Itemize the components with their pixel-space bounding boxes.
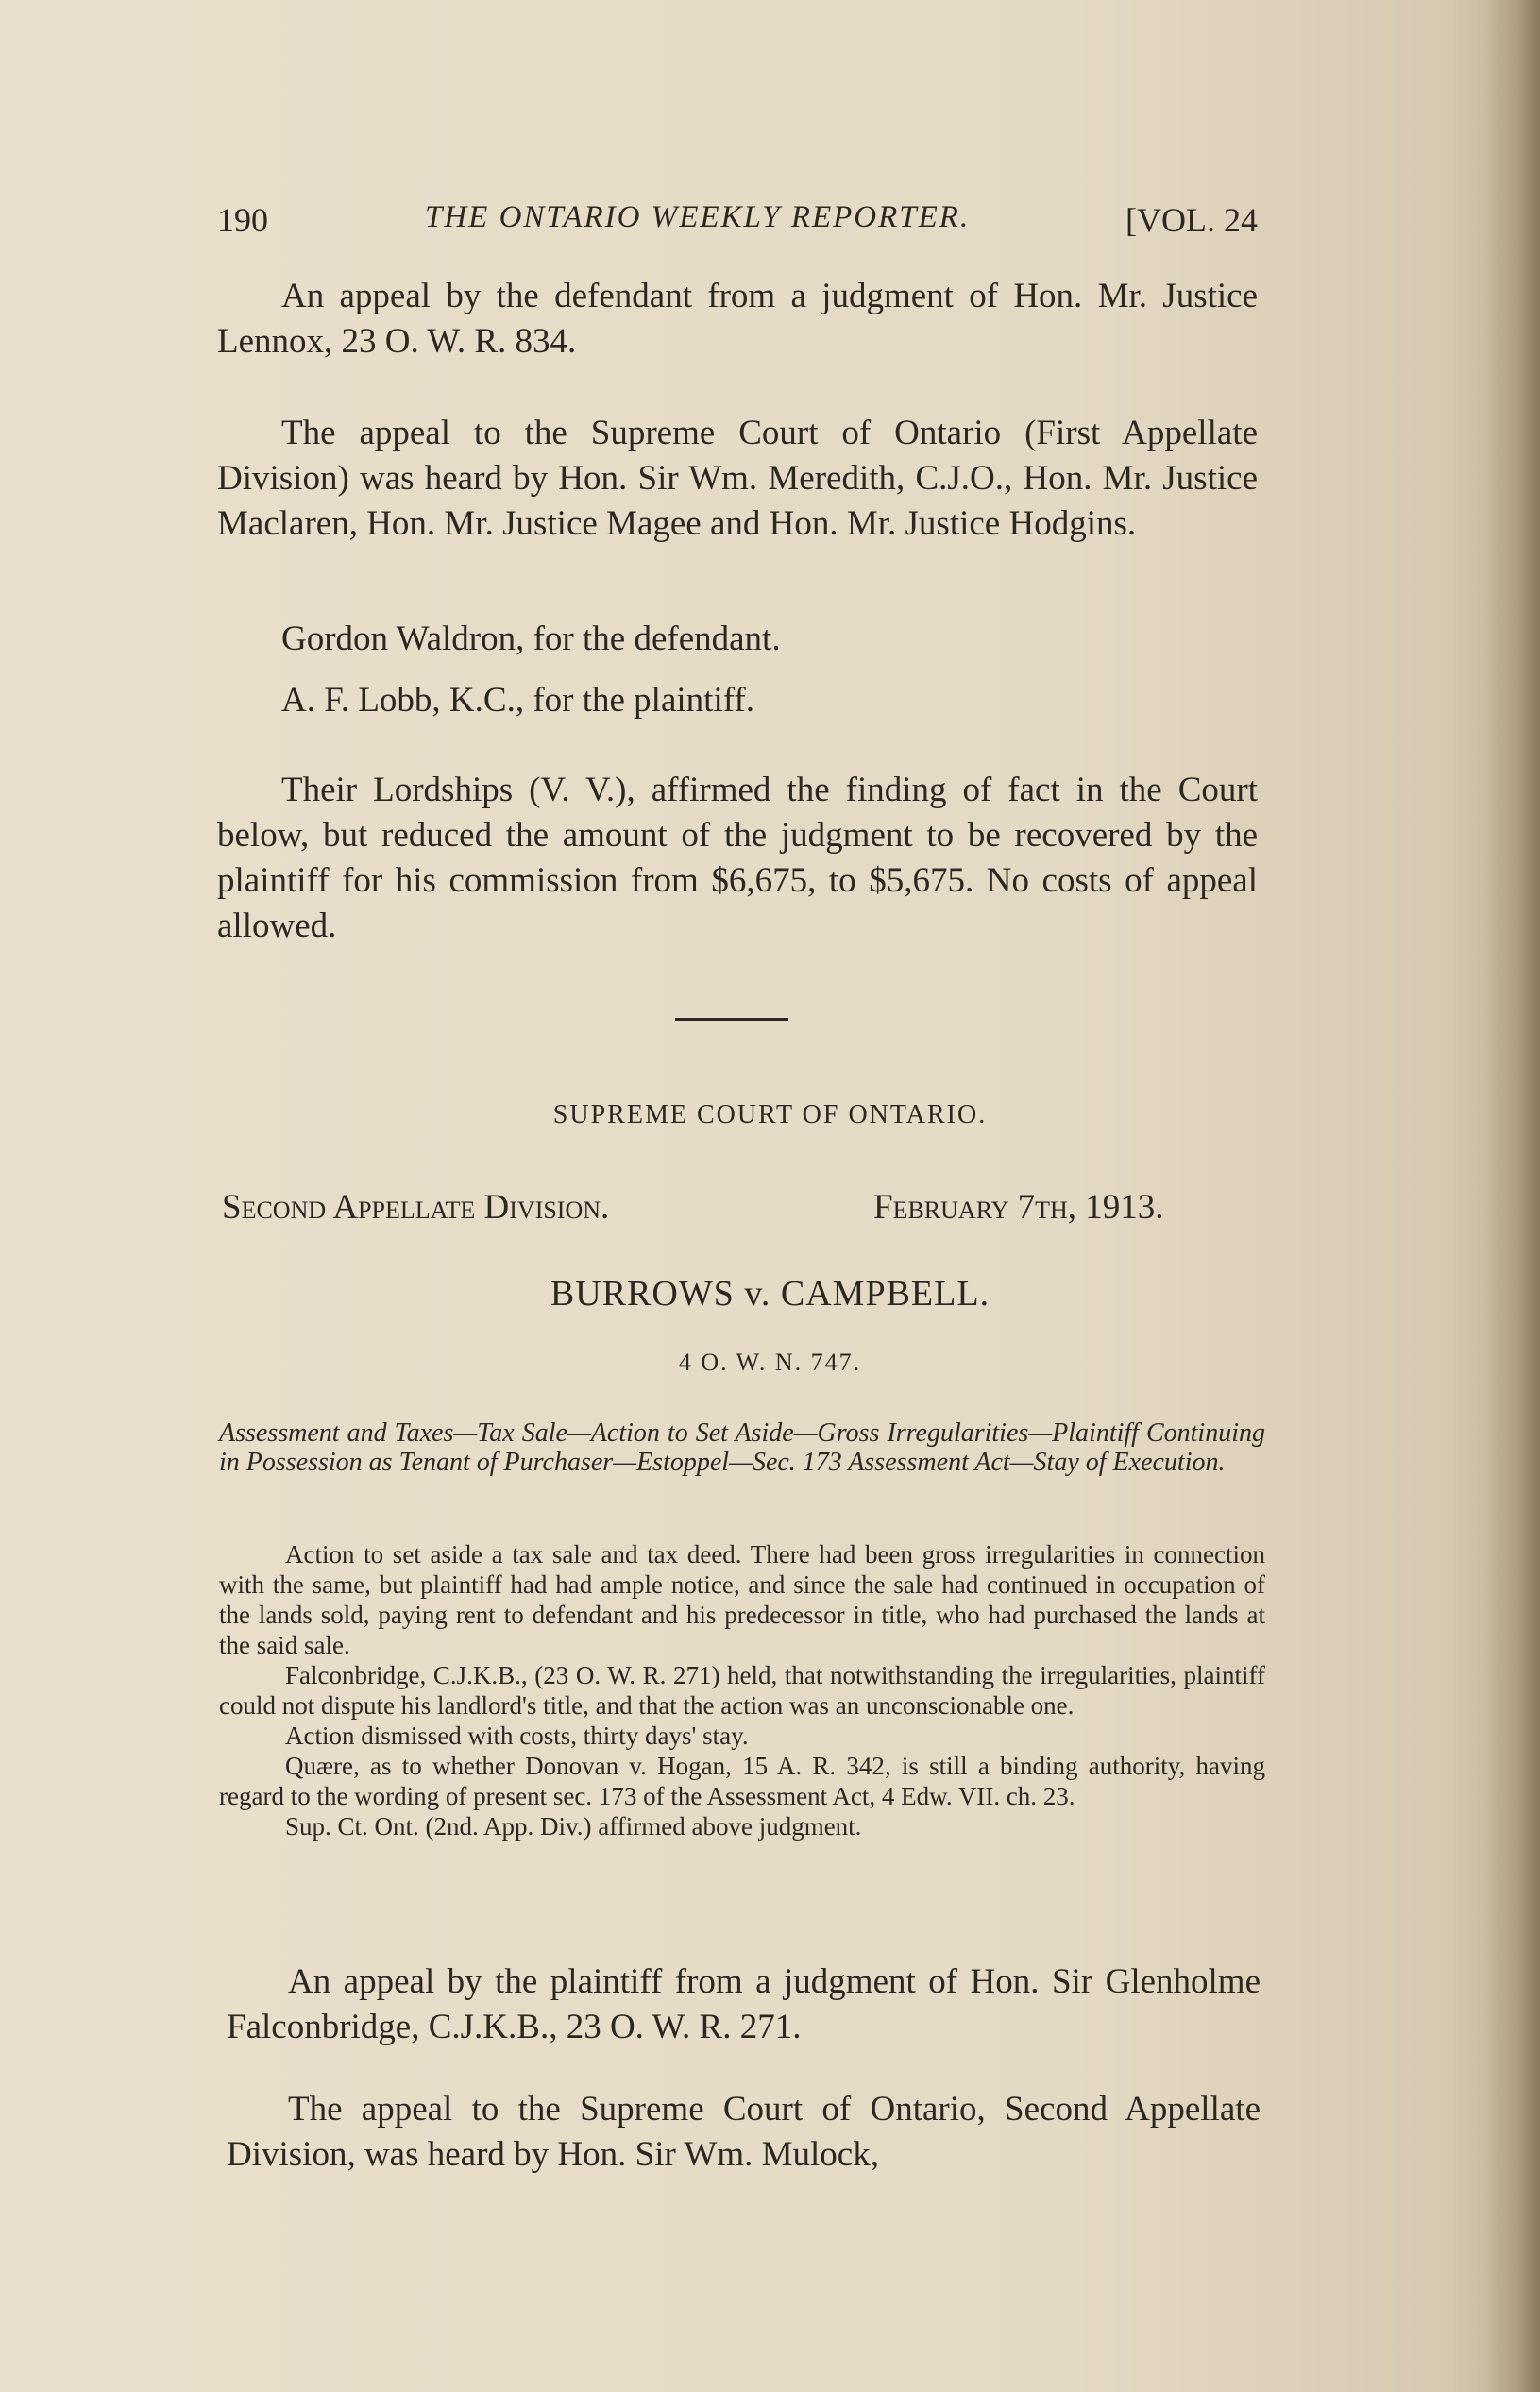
headnote-appeal-result: Sup. Ct. Ont. (2nd. App. Div.) affirmed above judgment. xyxy=(285,1812,862,1841)
division-label: Second Appellate Division. xyxy=(222,1188,610,1227)
running-header xyxy=(217,200,1258,253)
section-divider xyxy=(675,1018,788,1021)
court-name: SUPREME COURT OF ONTARIO. xyxy=(552,1100,988,1129)
journal-title: THE ONTARIO WEEKLY REPORTER. xyxy=(425,200,971,234)
headnote-holding: Falconbridge, C.J.K.B., (23 O. W. R. 271) held, that notwithstanding the irregularities, plaintiff could not dispute his landlord's title, and that the action was an unconscionable one. xyxy=(219,1661,1265,1720)
case-citation: 4 O. W. N. 747. xyxy=(678,1349,862,1376)
headnote-disposition: Action dismissed with costs, thirty days' stay. xyxy=(285,1722,749,1750)
counsel-plaintiff: A. F. Lobb, K.C., for the plaintiff. xyxy=(281,681,754,720)
second-case-appeal-intro: An appeal by the plaintiff from a judgment of Hon. Sir Glenholme Falconbridge, C.J.K.B., 23 O. W. R. 271. xyxy=(227,1962,1261,2046)
counsel-defendant: Gordon Waldron, for the defendant. xyxy=(281,619,781,658)
first-case-appeal-intro: An appeal by the defendant from a judgment of Hon. Mr. Justice Lennox, 23 O. W. R. 834. xyxy=(217,277,1258,361)
headnote xyxy=(219,1539,1265,1841)
volume-label: [VOL. 24 xyxy=(1125,201,1258,239)
first-case-heard-by: The appeal to the Supreme Court of Ontario (First Appellate Division) was heard by Hon. Sir Wm. Meredith, C.J.O., Hon. Mr. Justice Maclaren, Hon. Mr. Justice Magee and Hon. Mr. Justice Hodgins. xyxy=(217,414,1258,543)
case-name: BURROWS v. CAMPBELL. xyxy=(550,1274,990,1314)
second-case-heard-by: The appeal to the Supreme Court of Ontario, Second Appellate Division, was heard by Hon. Sir Wm. Mulock, xyxy=(227,2090,1261,2174)
catchwords: Assessment and Taxes—Tax Sale—Action to Set Aside—Gross Irregularities—Plaintiff Continuing in Possession as Tenant of Purchaser—Estoppel—Sec. 173 Assessment Act—Stay of Execution. xyxy=(219,1418,1265,1477)
page-edge-shadow xyxy=(1483,0,1540,2392)
first-case-judgment: Their Lordships (V. V.), affirmed the finding of fact in the Court below, but reduced the amount of the judgment to be recovered by the plaintiff for his commission from $6,675, to $5,675. No costs of appeal allowed. xyxy=(217,771,1258,945)
page-number: 190 xyxy=(217,201,268,239)
headnote-quaere: Quære, as to whether Donovan v. Hogan, 15 A. R. 342, is still a binding authority, having regard to the wording of present sec. 173 of the Assessment Act, 4 Edw. VII. ch. 23. xyxy=(219,1752,1265,1810)
headnote-facts: Action to set aside a tax sale and tax deed. There had been gross irregularities in connection with the same, but plaintiff had had ample notice, and since the sale had continued in occupation of the lands sold, paying rent to defendant and his predecessor in title, who had purchased the lands at the said sale. xyxy=(219,1540,1265,1659)
decision-date: February 7th, 1913. xyxy=(873,1188,1164,1227)
